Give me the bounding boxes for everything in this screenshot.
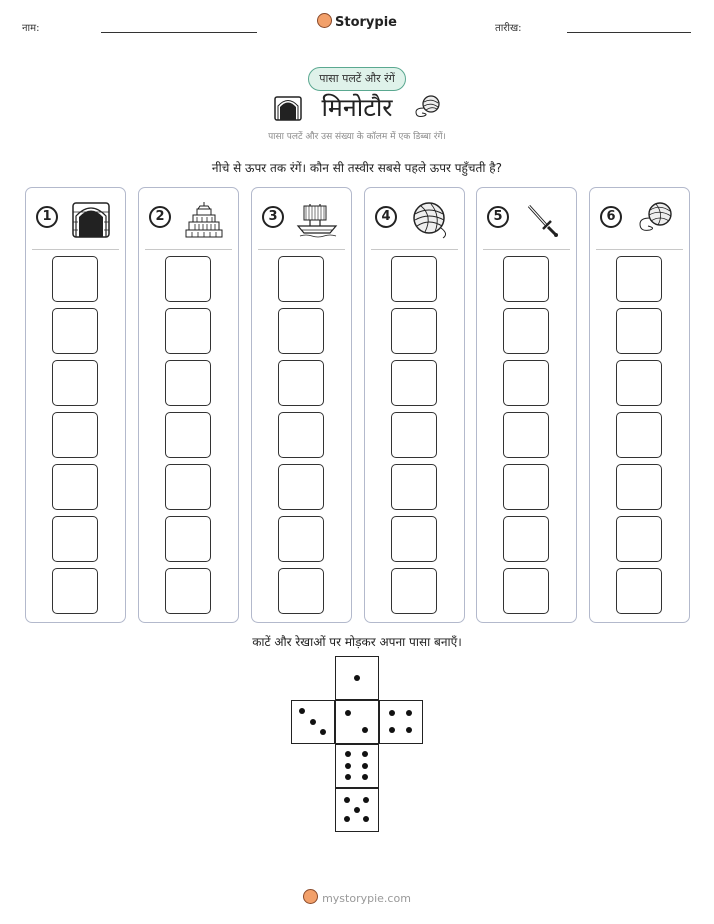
die-pip	[362, 727, 368, 733]
yarn-thread-icon	[634, 200, 676, 240]
color-box[interactable]	[503, 568, 549, 614]
yarn-ball-icon	[409, 200, 451, 240]
color-box[interactable]	[391, 516, 437, 562]
die-pip	[362, 774, 368, 780]
color-box[interactable]	[165, 464, 211, 510]
color-box[interactable]	[503, 516, 549, 562]
brand-logo: Storypie	[0, 13, 714, 30]
die-pip	[363, 797, 369, 803]
color-box[interactable]	[391, 568, 437, 614]
color-box[interactable]	[391, 412, 437, 458]
die-face-1	[335, 656, 379, 700]
color-box[interactable]	[616, 464, 662, 510]
column-5	[476, 187, 577, 623]
column-divider	[483, 249, 570, 250]
die-face-2	[335, 700, 379, 744]
color-box[interactable]	[616, 308, 662, 354]
die-pip	[344, 816, 350, 822]
die-pip	[345, 751, 351, 757]
column-number: 6	[600, 206, 622, 228]
color-box[interactable]	[616, 516, 662, 562]
die-pip	[406, 710, 412, 716]
die-pip	[345, 763, 351, 769]
die-face-3	[291, 700, 335, 744]
die-pip	[389, 710, 395, 716]
column-3	[251, 187, 352, 623]
page-title: मिनोटौर	[321, 93, 393, 122]
storypie-logo-icon	[303, 889, 318, 904]
die-pip	[354, 807, 360, 813]
column-6	[589, 187, 690, 623]
column-4	[364, 187, 465, 623]
date-label: तारीख:	[495, 23, 522, 34]
color-box[interactable]	[165, 516, 211, 562]
color-box[interactable]	[616, 256, 662, 302]
color-box[interactable]	[278, 568, 324, 614]
temple-icon	[183, 200, 225, 240]
color-box[interactable]	[503, 412, 549, 458]
die-pip	[310, 719, 316, 725]
instruction-text: नीचे से ऊपर तक रंगें। कौन सी तस्वीर सबसे पहले ऊपर पहुँचती है?	[211, 161, 503, 175]
yarn-ball-icon	[410, 94, 442, 120]
die-face-5	[335, 788, 379, 832]
color-box[interactable]	[52, 360, 98, 406]
color-box[interactable]	[165, 360, 211, 406]
die-pip	[299, 708, 305, 714]
color-box[interactable]	[52, 256, 98, 302]
color-box[interactable]	[616, 360, 662, 406]
color-box[interactable]	[52, 568, 98, 614]
die-pip	[389, 727, 395, 733]
die-pip	[354, 675, 360, 681]
activity-badge: पासा पलटें और रंगें	[308, 67, 406, 91]
ship-icon	[296, 200, 338, 240]
color-box[interactable]	[278, 516, 324, 562]
color-box[interactable]	[503, 464, 549, 510]
name-label: नाम:	[22, 23, 40, 34]
die-pip	[362, 751, 368, 757]
color-box[interactable]	[52, 464, 98, 510]
die-pip	[362, 763, 368, 769]
color-box[interactable]	[391, 256, 437, 302]
column-number: 1	[36, 206, 58, 228]
column-divider	[371, 249, 458, 250]
color-box[interactable]	[52, 412, 98, 458]
die-pip	[345, 710, 351, 716]
color-box[interactable]	[278, 308, 324, 354]
cut-instruction: काटें और रेखाओं पर मोड़कर अपना पासा बनाएँ।	[252, 635, 462, 649]
die-pip	[363, 816, 369, 822]
color-box[interactable]	[616, 412, 662, 458]
color-box[interactable]	[391, 360, 437, 406]
column-number: 3	[262, 206, 284, 228]
color-box[interactable]	[503, 360, 549, 406]
color-box[interactable]	[616, 568, 662, 614]
name-line[interactable]	[101, 32, 257, 33]
column-2	[138, 187, 239, 623]
color-box[interactable]	[52, 516, 98, 562]
color-box[interactable]	[165, 568, 211, 614]
color-box[interactable]	[278, 464, 324, 510]
die-pip	[406, 727, 412, 733]
die-face-4	[379, 700, 423, 744]
sword-icon	[521, 200, 563, 240]
color-box[interactable]	[503, 308, 549, 354]
column-divider	[596, 249, 683, 250]
column-number: 5	[487, 206, 509, 228]
color-box[interactable]	[165, 412, 211, 458]
tunnel-icon	[70, 200, 112, 240]
page-subtitle: पासा पलटें और उस संख्या के कॉलम में एक डिब्बा रंगें।	[268, 132, 446, 142]
die-pip	[345, 774, 351, 780]
die-face-6	[335, 744, 379, 788]
column-1	[25, 187, 126, 623]
color-box[interactable]	[278, 412, 324, 458]
die-pip	[320, 729, 326, 735]
column-divider	[145, 249, 232, 250]
color-box[interactable]	[278, 360, 324, 406]
color-box[interactable]	[391, 308, 437, 354]
column-number: 4	[375, 206, 397, 228]
color-box[interactable]	[165, 308, 211, 354]
column-divider	[32, 249, 119, 250]
die-pip	[344, 797, 350, 803]
color-box[interactable]	[391, 464, 437, 510]
storypie-logo-icon	[317, 13, 332, 28]
color-box[interactable]	[165, 256, 211, 302]
color-box[interactable]	[52, 308, 98, 354]
footer-link: mystorypie.com	[0, 889, 714, 905]
column-number: 2	[149, 206, 171, 228]
date-line[interactable]	[567, 32, 691, 33]
column-divider	[258, 249, 345, 250]
color-box[interactable]	[278, 256, 324, 302]
color-box[interactable]	[503, 256, 549, 302]
